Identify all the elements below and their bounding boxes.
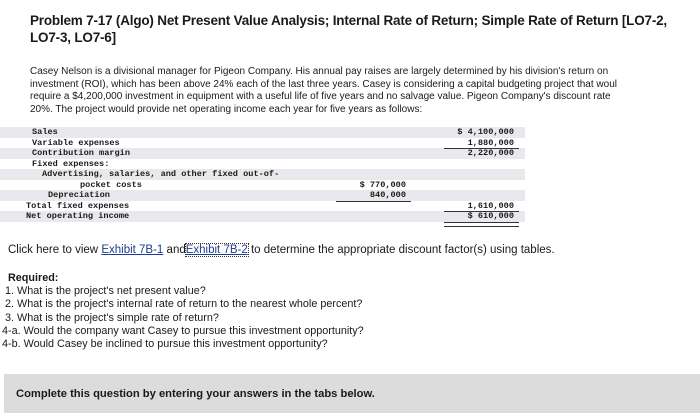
variable-expenses-value: 1,880,000 [467, 137, 514, 148]
required-section [2, 272, 364, 351]
exhibits-line [8, 244, 555, 256]
required-heading: Required: [8, 272, 59, 284]
contribution-margin-label: Contribution margin [32, 148, 130, 158]
sales-value: $ 4,100,000 [457, 127, 514, 137]
problem-intro: Casey Nelson is a divisional manager for Pigeon Company. His annual pay raises are largely determined by his division's return on investment (ROI), which has been above 24% each of the last three years. Casey is considering a capital budgeting project that woul require a $4,200,000 investment in equipment with a useful life of five years and no salvage value. Pigeon Company's discount rate 20%. The project would provide net operating income each year for five years as follows: [30, 66, 617, 115]
sales-label: Sales [32, 127, 58, 137]
advertising-label-line2: pocket costs [80, 179, 142, 190]
instructions-banner [4, 374, 700, 413]
advertising-value: $ 770,000 [359, 179, 406, 190]
depreciation-value: 840,000 [369, 190, 406, 200]
exhibits-middle: and [166, 244, 186, 256]
fixed-expenses-label: Fixed expenses: [32, 158, 110, 169]
double-underline [444, 222, 519, 227]
income-statement-table [0, 127, 560, 230]
contribution-margin-value: 2,220,000 [467, 148, 514, 158]
required-item: 3. What is the project's simple rate of return? [5, 311, 219, 324]
advertising-label-line1: Advertising, salaries, and other fixed out-of- [42, 169, 280, 179]
exhibits-prefix: Click here to view [8, 244, 99, 256]
underline [336, 201, 411, 202]
net-operating-income-value: $ 610,000 [467, 211, 514, 221]
exhibits-suffix: to determine the appropriate discount factor(s) using tables. [250, 244, 555, 256]
required-item: 2. What is the project's internal rate of return to the nearest whole percent? [5, 298, 363, 311]
required-item: 4-b. Would Casey be inclined to pursue this investment opportunity? [2, 338, 328, 351]
total-fixed-expenses-label: Total fixed expenses [26, 200, 130, 211]
required-item: 4-a. Would the company want Casey to pursue this investment opportunity? [2, 324, 364, 337]
instructions-text: Complete this question by entering your answers in the tabs below. [16, 388, 375, 400]
problem-title: Problem 7-17 (Algo) Net Present Value Analysis; Internal Rate of Return; Simple Rate of Return [LO7-2, LO7-3, LO7-6] [30, 13, 667, 45]
variable-expenses-label: Variable expenses [32, 137, 120, 148]
total-fixed-expenses-value: 1,610,000 [467, 200, 514, 211]
exhibit-7b-2-link[interactable]: Exhibit 7B-2 [185, 244, 248, 256]
exhibit-7b-1-link[interactable]: Exhibit 7B-1 [101, 244, 164, 256]
depreciation-label: Depreciation [48, 190, 110, 200]
net-operating-income-label: Net operating income [26, 211, 130, 221]
required-item: 1. What is the project's net present value? [5, 285, 206, 298]
